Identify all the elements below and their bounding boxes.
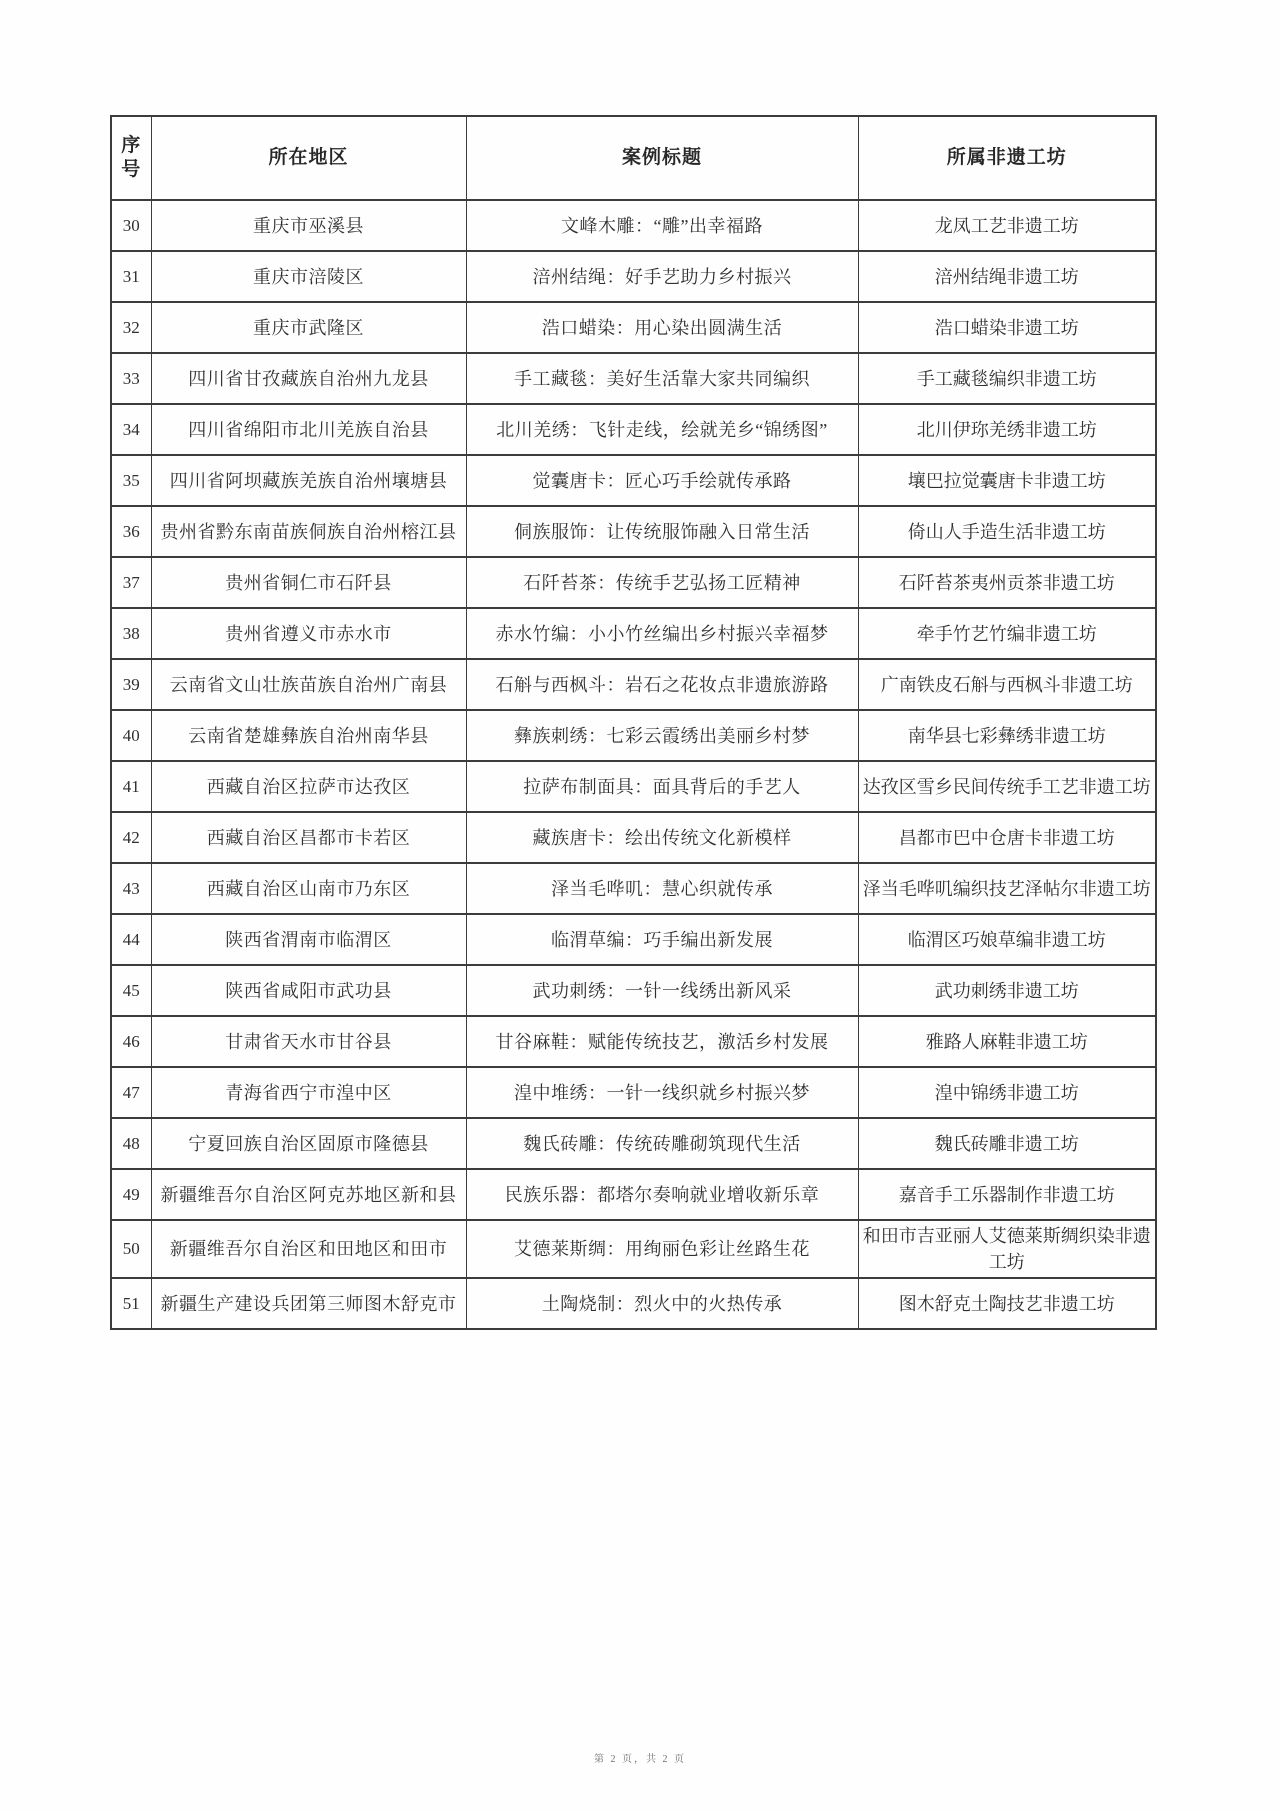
serial-number-cell: 40 xyxy=(111,710,151,761)
case-title-cell: 涪州结绳：好手艺助力乡村振兴 xyxy=(466,251,858,302)
col-header-workshop: 所属非遗工坊 xyxy=(858,116,1156,200)
table-row xyxy=(111,1169,1156,1220)
workshop-cell: 手工藏毯编织非遗工坊 xyxy=(858,353,1156,404)
workshop-cell: 壤巴拉觉囊唐卡非遗工坊 xyxy=(858,455,1156,506)
serial-number-cell: 38 xyxy=(111,608,151,659)
case-title-cell: 艾德莱斯绸：用绚丽色彩让丝路生花 xyxy=(466,1220,858,1278)
workshop-cell: 泽当毛哗叽编织技艺泽帖尔非遗工坊 xyxy=(858,863,1156,914)
workshop-cell: 临渭区巧娘草编非遗工坊 xyxy=(858,914,1156,965)
table-row xyxy=(111,914,1156,965)
region-cell: 青海省西宁市湟中区 xyxy=(151,1067,466,1118)
region-cell: 西藏自治区拉萨市达孜区 xyxy=(151,761,466,812)
region-cell: 贵州省黔东南苗族侗族自治州榕江县 xyxy=(151,506,466,557)
workshop-cell: 嘉音手工乐器制作非遗工坊 xyxy=(858,1169,1156,1220)
case-title-cell: 临渭草编：巧手编出新发展 xyxy=(466,914,858,965)
table-row xyxy=(111,812,1156,863)
serial-number-cell: 32 xyxy=(111,302,151,353)
table-body xyxy=(111,200,1156,1329)
region-cell: 四川省阿坝藏族羌族自治州壤塘县 xyxy=(151,455,466,506)
case-title-cell: 土陶烧制：烈火中的火热传承 xyxy=(466,1278,858,1329)
case-title-cell: 民族乐器：都塔尔奏响就业增收新乐章 xyxy=(466,1169,858,1220)
case-title-cell: 石斛与西枫斗：岩石之花妆点非遗旅游路 xyxy=(466,659,858,710)
case-title-cell: 觉囊唐卡：匠心巧手绘就传承路 xyxy=(466,455,858,506)
table-row xyxy=(111,1278,1156,1329)
table-row xyxy=(111,251,1156,302)
case-title-cell: 甘谷麻鞋：赋能传统技艺，激活乡村发展 xyxy=(466,1016,858,1067)
workshop-cell: 龙凤工艺非遗工坊 xyxy=(858,200,1156,251)
serial-number-cell: 45 xyxy=(111,965,151,1016)
serial-number-cell: 39 xyxy=(111,659,151,710)
workshop-cell: 浩口蜡染非遗工坊 xyxy=(858,302,1156,353)
workshop-cell: 南华县七彩彝绣非遗工坊 xyxy=(858,710,1156,761)
case-title-cell: 赤水竹编：小小竹丝编出乡村振兴幸福梦 xyxy=(466,608,858,659)
table-row xyxy=(111,608,1156,659)
table-row xyxy=(111,965,1156,1016)
case-title-cell: 侗族服饰：让传统服饰融入日常生活 xyxy=(466,506,858,557)
region-cell: 新疆维吾尔自治区和田地区和田市 xyxy=(151,1220,466,1278)
region-cell: 重庆市巫溪县 xyxy=(151,200,466,251)
region-cell: 陕西省渭南市临渭区 xyxy=(151,914,466,965)
case-title-cell: 文峰木雕：“雕”出幸福路 xyxy=(466,200,858,251)
region-cell: 四川省甘孜藏族自治州九龙县 xyxy=(151,353,466,404)
serial-number-cell: 42 xyxy=(111,812,151,863)
serial-number-cell: 36 xyxy=(111,506,151,557)
table-row xyxy=(111,1067,1156,1118)
table-row xyxy=(111,1016,1156,1067)
workshop-cell: 石阡苔茶夷州贡茶非遗工坊 xyxy=(858,557,1156,608)
col-header-serial-number: 序号 xyxy=(111,116,151,200)
heritage-workshop-table xyxy=(110,115,1157,1330)
region-cell: 甘肃省天水市甘谷县 xyxy=(151,1016,466,1067)
region-cell: 四川省绵阳市北川羌族自治县 xyxy=(151,404,466,455)
col-header-region: 所在地区 xyxy=(151,116,466,200)
case-title-cell: 彝族刺绣：七彩云霞绣出美丽乡村梦 xyxy=(466,710,858,761)
table-header-row xyxy=(111,116,1156,200)
workshop-cell: 牵手竹艺竹编非遗工坊 xyxy=(858,608,1156,659)
case-title-cell: 泽当毛哗叽：慧心织就传承 xyxy=(466,863,858,914)
case-title-cell: 武功刺绣：一针一线绣出新风采 xyxy=(466,965,858,1016)
region-cell: 新疆维吾尔自治区阿克苏地区新和县 xyxy=(151,1169,466,1220)
table-row xyxy=(111,1220,1156,1278)
serial-number-cell: 30 xyxy=(111,200,151,251)
region-cell: 西藏自治区山南市乃东区 xyxy=(151,863,466,914)
table-row xyxy=(111,404,1156,455)
serial-number-cell: 34 xyxy=(111,404,151,455)
region-cell: 新疆生产建设兵团第三师图木舒克市 xyxy=(151,1278,466,1329)
workshop-cell: 广南铁皮石斛与西枫斗非遗工坊 xyxy=(858,659,1156,710)
serial-number-cell: 43 xyxy=(111,863,151,914)
case-title-cell: 拉萨布制面具：面具背后的手艺人 xyxy=(466,761,858,812)
region-cell: 重庆市涪陵区 xyxy=(151,251,466,302)
serial-number-cell: 51 xyxy=(111,1278,151,1329)
case-title-cell: 湟中堆绣：一针一线织就乡村振兴梦 xyxy=(466,1067,858,1118)
workshop-cell: 雅路人麻鞋非遗工坊 xyxy=(858,1016,1156,1067)
serial-number-cell: 31 xyxy=(111,251,151,302)
workshop-cell: 昌都市巴中仓唐卡非遗工坊 xyxy=(858,812,1156,863)
region-cell: 贵州省遵义市赤水市 xyxy=(151,608,466,659)
region-cell: 云南省楚雄彝族自治州南华县 xyxy=(151,710,466,761)
serial-number-cell: 49 xyxy=(111,1169,151,1220)
workshop-cell: 北川伊珎羌绣非遗工坊 xyxy=(858,404,1156,455)
serial-number-cell: 47 xyxy=(111,1067,151,1118)
page-number: 第 2 页，共 2 页 xyxy=(594,1754,686,1765)
serial-number-cell: 33 xyxy=(111,353,151,404)
table-row xyxy=(111,1118,1156,1169)
table-row xyxy=(111,506,1156,557)
case-title-cell: 浩口蜡染：用心染出圆满生活 xyxy=(466,302,858,353)
workshop-cell: 魏氏砖雕非遗工坊 xyxy=(858,1118,1156,1169)
workshop-cell: 武功刺绣非遗工坊 xyxy=(858,965,1156,1016)
serial-number-cell: 35 xyxy=(111,455,151,506)
table-row xyxy=(111,659,1156,710)
serial-number-cell: 44 xyxy=(111,914,151,965)
case-title-cell: 石阡苔茶：传统手艺弘扬工匠精神 xyxy=(466,557,858,608)
workshop-cell: 达孜区雪乡民间传统手工艺非遗工坊 xyxy=(858,761,1156,812)
table-row xyxy=(111,200,1156,251)
region-cell: 云南省文山壮族苗族自治州广南县 xyxy=(151,659,466,710)
workshop-cell: 和田市吉亚丽人艾德莱斯绸织染非遗工坊 xyxy=(858,1220,1156,1278)
region-cell: 陕西省咸阳市武功县 xyxy=(151,965,466,1016)
table-row xyxy=(111,761,1156,812)
serial-number-cell: 41 xyxy=(111,761,151,812)
serial-number-cell: 46 xyxy=(111,1016,151,1067)
table-row xyxy=(111,302,1156,353)
table-row xyxy=(111,353,1156,404)
workshop-cell: 图木舒克土陶技艺非遗工坊 xyxy=(858,1278,1156,1329)
col-header-case-title: 案例标题 xyxy=(466,116,858,200)
case-title-cell: 北川羌绣：飞针走线，绘就羌乡“锦绣图” xyxy=(466,404,858,455)
region-cell: 西藏自治区昌都市卡若区 xyxy=(151,812,466,863)
serial-number-cell: 50 xyxy=(111,1220,151,1278)
table-row xyxy=(111,710,1156,761)
case-title-cell: 藏族唐卡：绘出传统文化新模样 xyxy=(466,812,858,863)
table-row xyxy=(111,557,1156,608)
workshop-cell: 涪州结绳非遗工坊 xyxy=(858,251,1156,302)
case-title-cell: 魏氏砖雕：传统砖雕砌筑现代生活 xyxy=(466,1118,858,1169)
region-cell: 重庆市武隆区 xyxy=(151,302,466,353)
table-row xyxy=(111,863,1156,914)
region-cell: 宁夏回族自治区固原市隆德县 xyxy=(151,1118,466,1169)
region-cell: 贵州省铜仁市石阡县 xyxy=(151,557,466,608)
workshop-cell: 湟中锦绣非遗工坊 xyxy=(858,1067,1156,1118)
workshop-cell: 倚山人手造生活非遗工坊 xyxy=(858,506,1156,557)
serial-number-cell: 48 xyxy=(111,1118,151,1169)
table-row xyxy=(111,455,1156,506)
case-title-cell: 手工藏毯：美好生活靠大家共同编织 xyxy=(466,353,858,404)
serial-number-cell: 37 xyxy=(111,557,151,608)
